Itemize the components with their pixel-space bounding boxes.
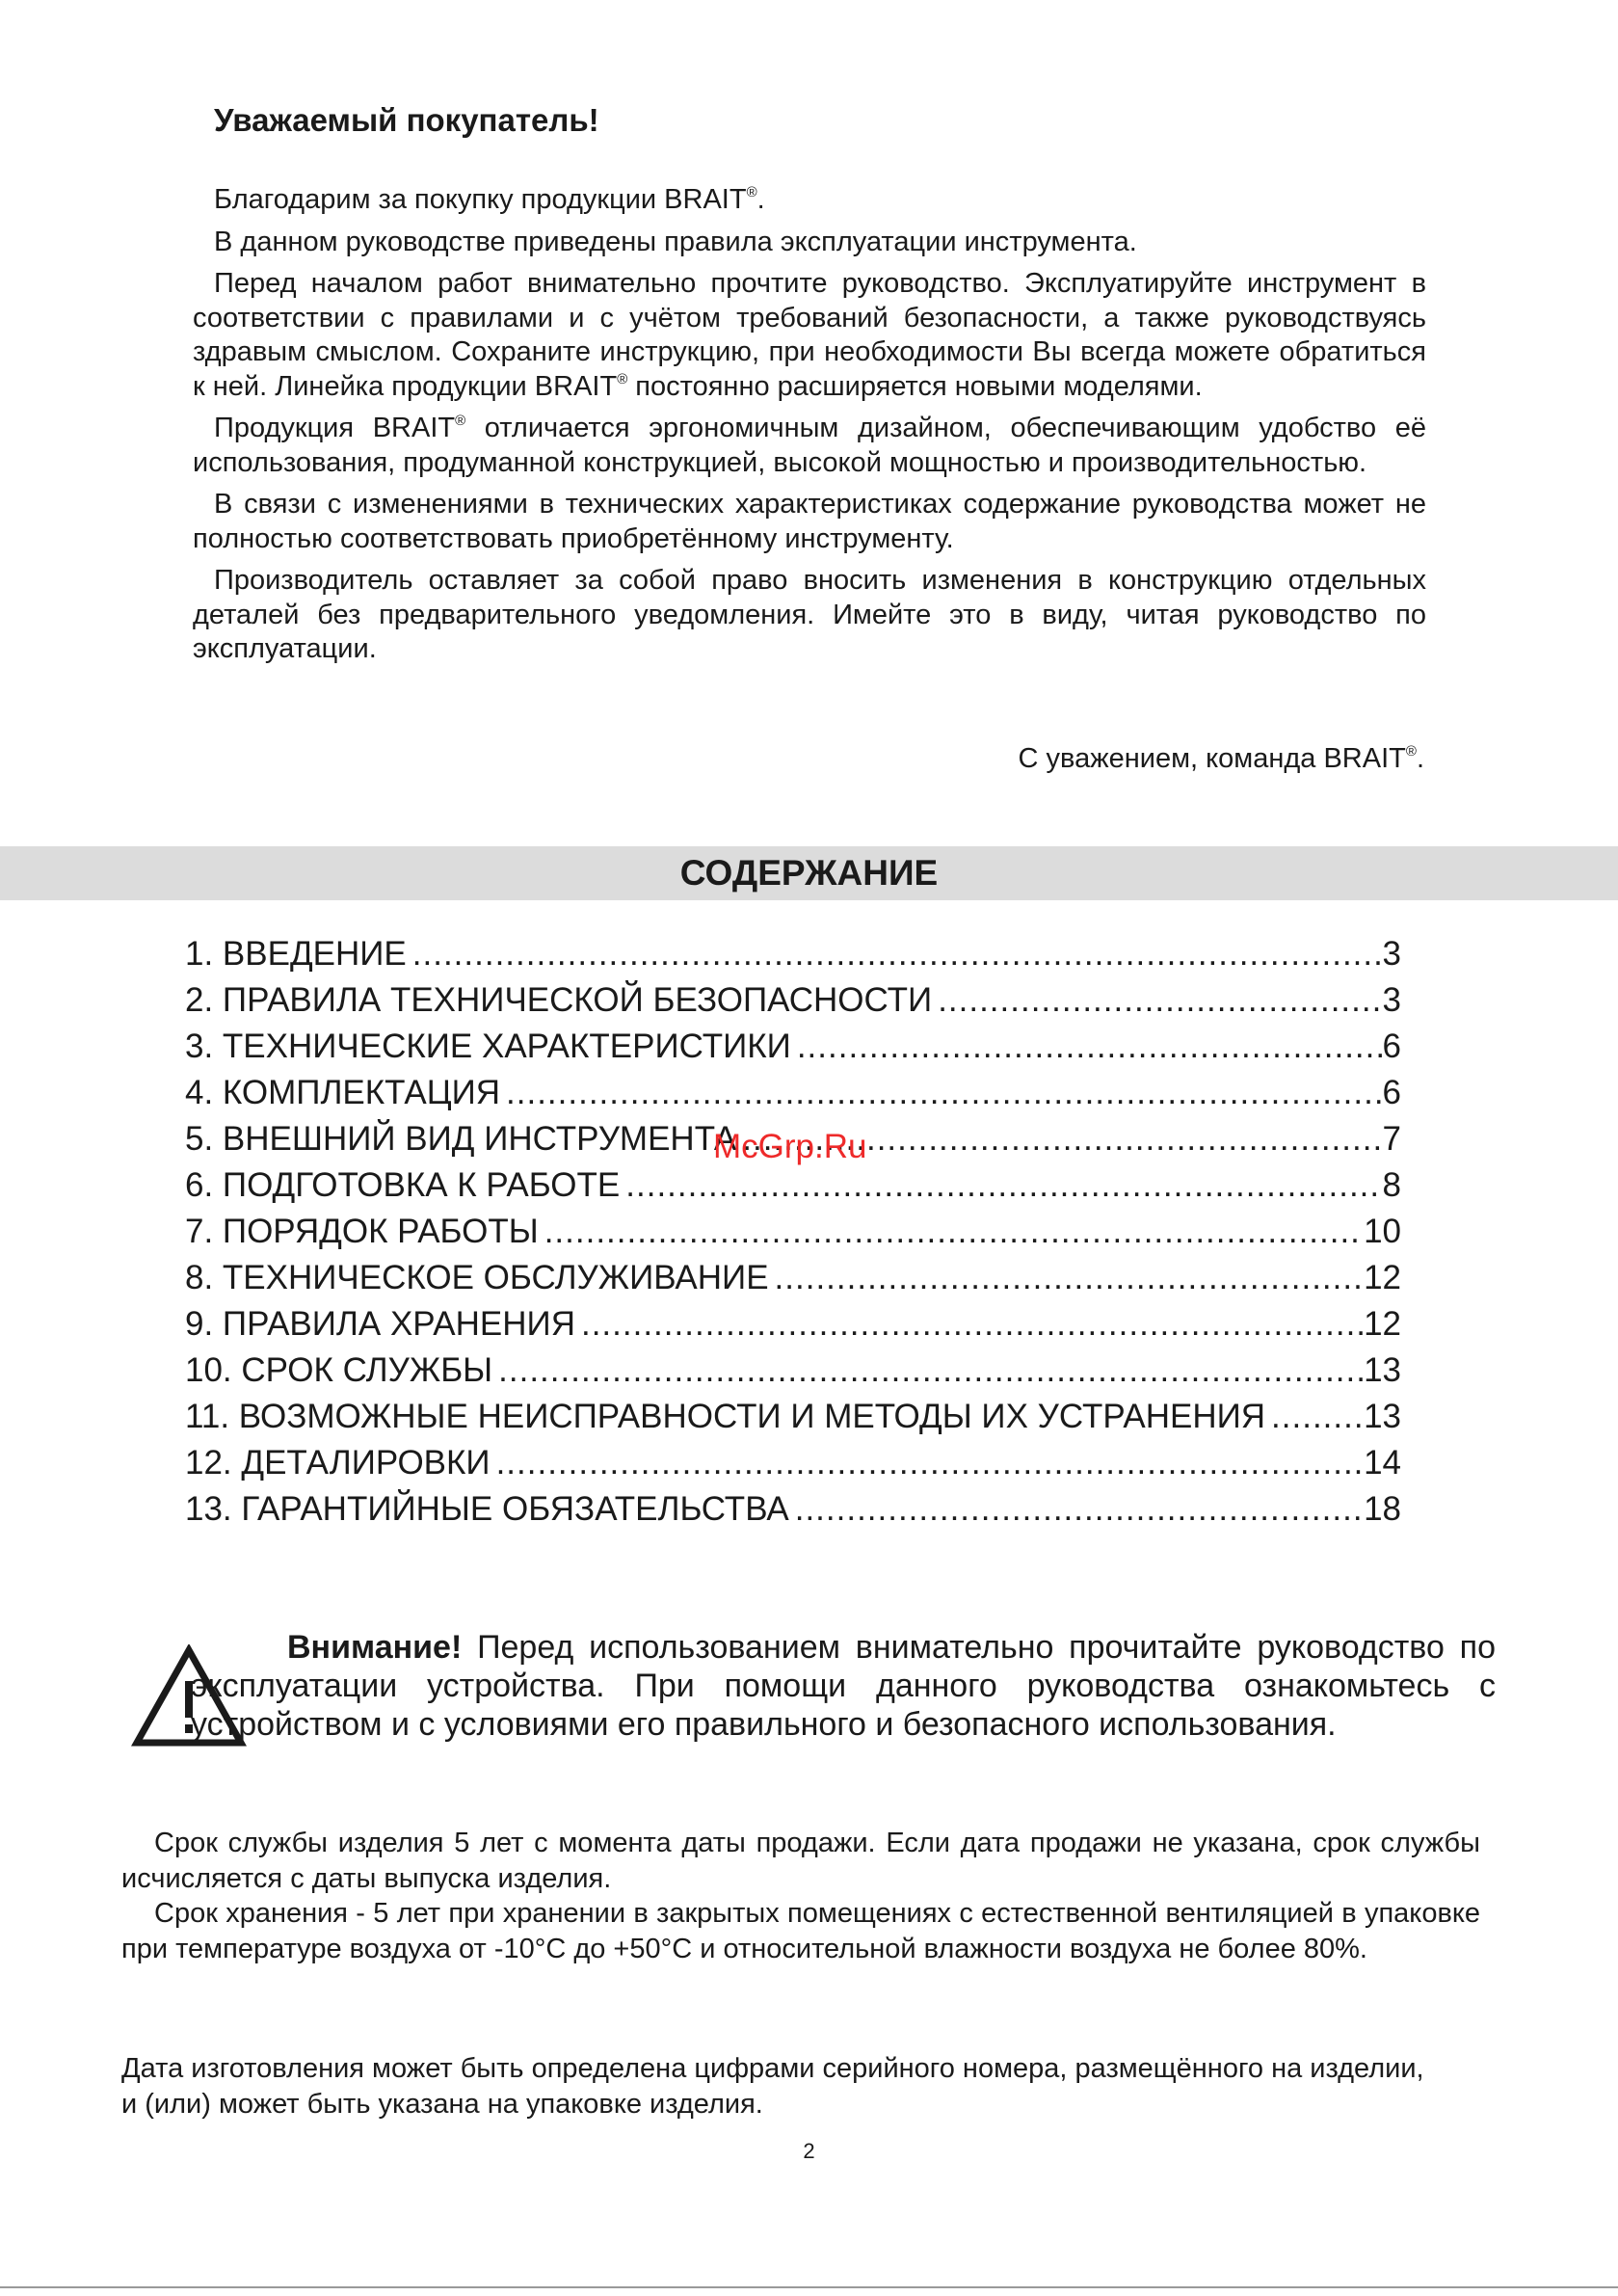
- toc-item[interactable]: [185, 1348, 1401, 1394]
- toc-item-label: 3. ТЕХНИЧЕСКИЕ ХАРАКТЕРИСТИКИ: [185, 1028, 791, 1065]
- toc-leader-dots: [412, 931, 1383, 977]
- toc-item-label: 10. СРОК СЛУЖБЫ: [185, 1351, 493, 1389]
- toc-leader-dots: [795, 1486, 1364, 1533]
- toc-item[interactable]: [185, 1394, 1401, 1440]
- signature: С уважением, команда BRAIT®.: [1018, 743, 1424, 774]
- intro-paragraph: Перед началом работ внимательно прочтите руководство. Эксплуатируйте инструмент в соответствии с правилами и с учётом требований безопасности, а также руководствуясь здравым смыслом. Сохраните инструкцию, при необходимости Вы всегда можете обратиться к ней. Линейка продукции BRAIT® постоянно расширяется новыми моделями.: [193, 268, 1426, 402]
- toc-item-page: 3: [1382, 935, 1401, 973]
- toc-leader-dots: [938, 977, 1382, 1024]
- toc-item[interactable]: [185, 1162, 1401, 1209]
- toc-leader-dots: [544, 1209, 1364, 1255]
- manufacture-date-section: [121, 2051, 1424, 2122]
- toc-leader-dots: [496, 1440, 1364, 1486]
- toc-item[interactable]: [185, 1440, 1401, 1486]
- toc-leader-dots: [775, 1255, 1365, 1301]
- toc-item-label: 12. ДЕТАЛИРОВКИ: [185, 1444, 491, 1482]
- toc-leader-dots: [625, 1162, 1382, 1209]
- intro-paragraph: Продукция BRAIT® отличается эргономичным дизайном, обеспечивающим удобство её использования, продуманной конструкцией, высокой мощностью и производительностью.: [193, 413, 1426, 478]
- toc-leader-dots: [1271, 1394, 1364, 1440]
- toc-item-page: 10: [1364, 1213, 1401, 1250]
- toc-item-page: 13: [1364, 1351, 1401, 1389]
- toc-item-page: 7: [1382, 1120, 1401, 1158]
- page-number: 2: [803, 2139, 815, 2163]
- toc-item-label: 9. ПРАВИЛА ХРАНЕНИЯ: [185, 1305, 575, 1343]
- toc-item-label: 4. КОМПЛЕКТАЦИЯ: [185, 1074, 501, 1111]
- toc-item-page: 12: [1364, 1259, 1401, 1296]
- toc-item-label: 8. ТЕХНИЧЕСКОЕ ОБСЛУЖИВАНИЕ: [185, 1259, 769, 1296]
- toc-item[interactable]: [185, 1070, 1401, 1116]
- toc-item-page: 6: [1382, 1028, 1401, 1065]
- toc-item-label: 6. ПОДГОТОВКА К РАБОТЕ: [185, 1166, 621, 1204]
- toc-leader-dots: [498, 1348, 1364, 1394]
- toc-item-page: 8: [1382, 1166, 1401, 1204]
- toc-item[interactable]: [185, 931, 1401, 977]
- toc-item-page: 3: [1382, 981, 1401, 1019]
- intro-paragraph: В данном руководстве приведены правила эксплуатации инструмента.: [214, 226, 1137, 257]
- intro-paragraph: В связи с изменениями в технических характеристиках содержание руководства может не полностью соответствовать приобретённому инструменту.: [193, 489, 1426, 554]
- toc-title: СОДЕРЖАНИЕ: [679, 853, 939, 893]
- toc-item-page: 14: [1364, 1444, 1401, 1482]
- warning-block: [191, 1628, 1496, 1744]
- intro-text: [193, 183, 1426, 675]
- manufacture-date-text: Дата изготовления может быть определена цифрами серийного номера, размещённого на изделии, и (или) может быть указана на упаковке изделия.: [121, 2053, 1424, 2120]
- toc-item[interactable]: [185, 1255, 1401, 1301]
- toc-item-label: 11. ВОЗМОЖНЫЕ НЕИСПРАВНОСТИ И МЕТОДЫ ИХ УСТРАНЕНИЯ: [185, 1398, 1266, 1435]
- toc-item[interactable]: [185, 1486, 1401, 1533]
- toc-item-page: 13: [1364, 1398, 1401, 1435]
- warning-body: Перед использованием внимательно прочитайте руководство по эксплуатации устройства. При помощи данного руководства ознакомьтесь с устройством и с условиями его правильного и безопасного использования.: [191, 1629, 1496, 1743]
- toc-item[interactable]: [185, 1024, 1401, 1070]
- toc-item-label: 1. ВВЕДЕНИЕ: [185, 935, 407, 973]
- toc-item-page: 6: [1382, 1074, 1401, 1111]
- toc-item[interactable]: [185, 1209, 1401, 1255]
- toc-leader-dots: [506, 1070, 1383, 1116]
- warning-text: [191, 1628, 1496, 1744]
- toc-item-page: 12: [1364, 1305, 1401, 1343]
- table-of-contents: [185, 931, 1401, 1533]
- toc-item[interactable]: [185, 1301, 1401, 1348]
- toc-item[interactable]: [185, 977, 1401, 1024]
- service-life-section: [121, 1826, 1480, 1966]
- toc-item-page: 18: [1364, 1490, 1401, 1528]
- service-life-paragraph: Срок службы изделия 5 лет с момента даты продажи. Если дата продажи не указана, срок службы исчисляется с даты выпуска изделия.: [121, 1828, 1480, 1894]
- toc-item-label: 5. ВНЕШНИЙ ВИД ИНСТРУМЕНТА: [185, 1120, 737, 1158]
- toc-item-label: 2. ПРАВИЛА ТЕХНИЧЕСКОЙ БЕЗОПАСНОСТИ: [185, 981, 933, 1019]
- toc-leader-dots: [797, 1024, 1383, 1070]
- toc-item-label: 13. ГАРАНТИЙНЫЕ ОБЯЗАТЕЛЬСТВА: [185, 1490, 789, 1528]
- intro-paragraph: Производитель оставляет за собой право вносить изменения в конструкцию отдельных деталей без предварительного уведомления. Имейте это в виду, читая руководство по эксплуатации.: [193, 565, 1426, 664]
- bottom-rule: [0, 2286, 1618, 2288]
- toc-item-label: 7. ПОРЯДОК РАБОТЫ: [185, 1213, 539, 1250]
- watermark: McGrp.Ru: [713, 1128, 867, 1165]
- storage-life-paragraph: Срок хранения - 5 лет при хранении в закрытых помещениях с естественной вентиляцией в упаковке при температуре воздуха от -10°С до +50°С и относительной влажности воздуха не более 80%.: [121, 1898, 1480, 1964]
- greeting-heading: Уважаемый покупатель!: [214, 102, 599, 138]
- toc-leader-dots: [581, 1301, 1364, 1348]
- warning-label: Внимание!: [287, 1629, 463, 1666]
- intro-paragraph: Благодарим за покупку продукции BRAIT®.: [214, 184, 765, 215]
